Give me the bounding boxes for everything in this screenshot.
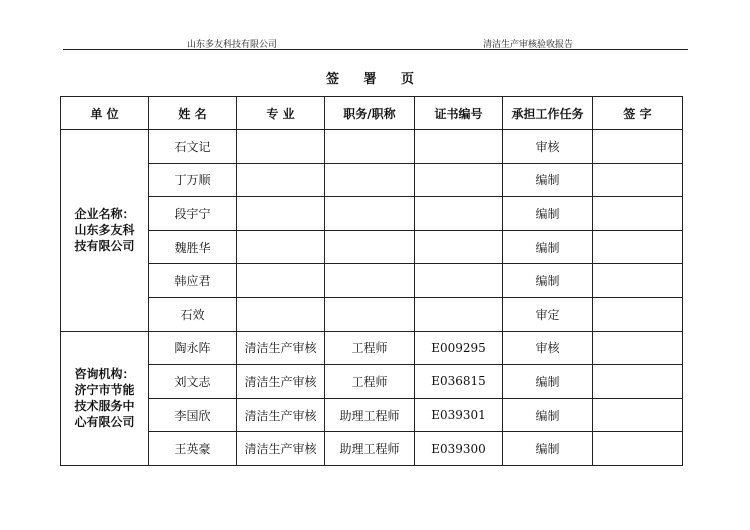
job-title-cell: 工程师 xyxy=(325,331,415,365)
job-title-cell xyxy=(325,163,415,197)
certificate-number-cell: E039300 xyxy=(415,432,503,466)
signature-cell xyxy=(593,264,683,298)
signature-cell xyxy=(593,197,683,231)
signature-table xyxy=(60,96,683,466)
job-title-cell xyxy=(325,230,415,264)
table-row xyxy=(61,432,683,466)
column-header-sign: 签 字 xyxy=(593,97,683,130)
person-name-cell: 石效 xyxy=(149,297,237,331)
table-row xyxy=(61,398,683,432)
certificate-number-cell: E009295 xyxy=(415,331,503,365)
table-row xyxy=(61,163,683,197)
task-cell: 审核 xyxy=(503,331,593,365)
column-header-name: 姓 名 xyxy=(149,97,237,130)
header-divider xyxy=(63,49,688,50)
table-row xyxy=(61,197,683,231)
task-cell: 审定 xyxy=(503,297,593,331)
signature-cell xyxy=(593,398,683,432)
organization-cell: 咨询机构：济宁市节能技术服务中心有限公司 xyxy=(61,331,149,465)
signature-cell xyxy=(593,365,683,399)
certificate-number-cell xyxy=(415,230,503,264)
signature-cell xyxy=(593,297,683,331)
signature-cell xyxy=(593,163,683,197)
major-cell: 清洁生产审核 xyxy=(237,331,325,365)
person-name-cell: 韩应君 xyxy=(149,264,237,298)
table-header-row xyxy=(61,97,683,130)
job-title-cell: 助理工程师 xyxy=(325,398,415,432)
table-row xyxy=(61,331,683,365)
column-header-task: 承担工作任务 xyxy=(503,97,593,130)
major-cell: 清洁生产审核 xyxy=(237,398,325,432)
table-row xyxy=(61,297,683,331)
certificate-number-cell xyxy=(415,264,503,298)
certificate-number-cell: E039301 xyxy=(415,398,503,432)
person-name-cell: 李国欣 xyxy=(149,398,237,432)
task-cell: 编制 xyxy=(503,398,593,432)
header-report-title: 清洁生产审核验收报告 xyxy=(483,40,574,50)
major-cell xyxy=(237,230,325,264)
signature-cell xyxy=(593,230,683,264)
column-header-cert: 证书编号 xyxy=(415,97,503,130)
column-header-title: 职务/职称 xyxy=(325,97,415,130)
table-row xyxy=(61,130,683,164)
table-row xyxy=(61,264,683,298)
certificate-number-cell xyxy=(415,130,503,164)
certificate-number-cell xyxy=(415,163,503,197)
table-row xyxy=(61,230,683,264)
task-cell: 编制 xyxy=(503,163,593,197)
task-cell: 审核 xyxy=(503,130,593,164)
organization-cell: 企业名称：山东多友科技有限公司 xyxy=(61,130,149,332)
column-header-major: 专 业 xyxy=(237,97,325,130)
job-title-cell xyxy=(325,297,415,331)
signature-cell xyxy=(593,130,683,164)
job-title-cell: 工程师 xyxy=(325,365,415,399)
person-name-cell: 石文记 xyxy=(149,130,237,164)
person-name-cell: 陶永阵 xyxy=(149,331,237,365)
task-cell: 编制 xyxy=(503,230,593,264)
major-cell: 清洁生产审核 xyxy=(237,365,325,399)
certificate-number-cell xyxy=(415,297,503,331)
job-title-cell: 助理工程师 xyxy=(325,432,415,466)
certificate-number-cell xyxy=(415,197,503,231)
person-name-cell: 刘文志 xyxy=(149,365,237,399)
signature-cell xyxy=(593,432,683,466)
person-name-cell: 丁万顺 xyxy=(149,163,237,197)
major-cell xyxy=(237,297,325,331)
signature-cell xyxy=(593,331,683,365)
job-title-cell xyxy=(325,197,415,231)
page-title: 签 署 页 xyxy=(325,72,425,87)
column-header-unit: 单 位 xyxy=(61,97,149,130)
task-cell: 编制 xyxy=(503,264,593,298)
task-cell: 编制 xyxy=(503,432,593,466)
table-row xyxy=(61,365,683,399)
person-name-cell: 魏胜华 xyxy=(149,230,237,264)
task-cell: 编制 xyxy=(503,197,593,231)
major-cell xyxy=(237,130,325,164)
job-title-cell xyxy=(325,130,415,164)
header-company: 山东多友科技有限公司 xyxy=(187,40,278,50)
major-cell xyxy=(237,197,325,231)
person-name-cell: 段宇宁 xyxy=(149,197,237,231)
person-name-cell: 王英豪 xyxy=(149,432,237,466)
major-cell xyxy=(237,163,325,197)
major-cell xyxy=(237,264,325,298)
job-title-cell xyxy=(325,264,415,298)
certificate-number-cell: E036815 xyxy=(415,365,503,399)
major-cell: 清洁生产审核 xyxy=(237,432,325,466)
task-cell: 编制 xyxy=(503,365,593,399)
